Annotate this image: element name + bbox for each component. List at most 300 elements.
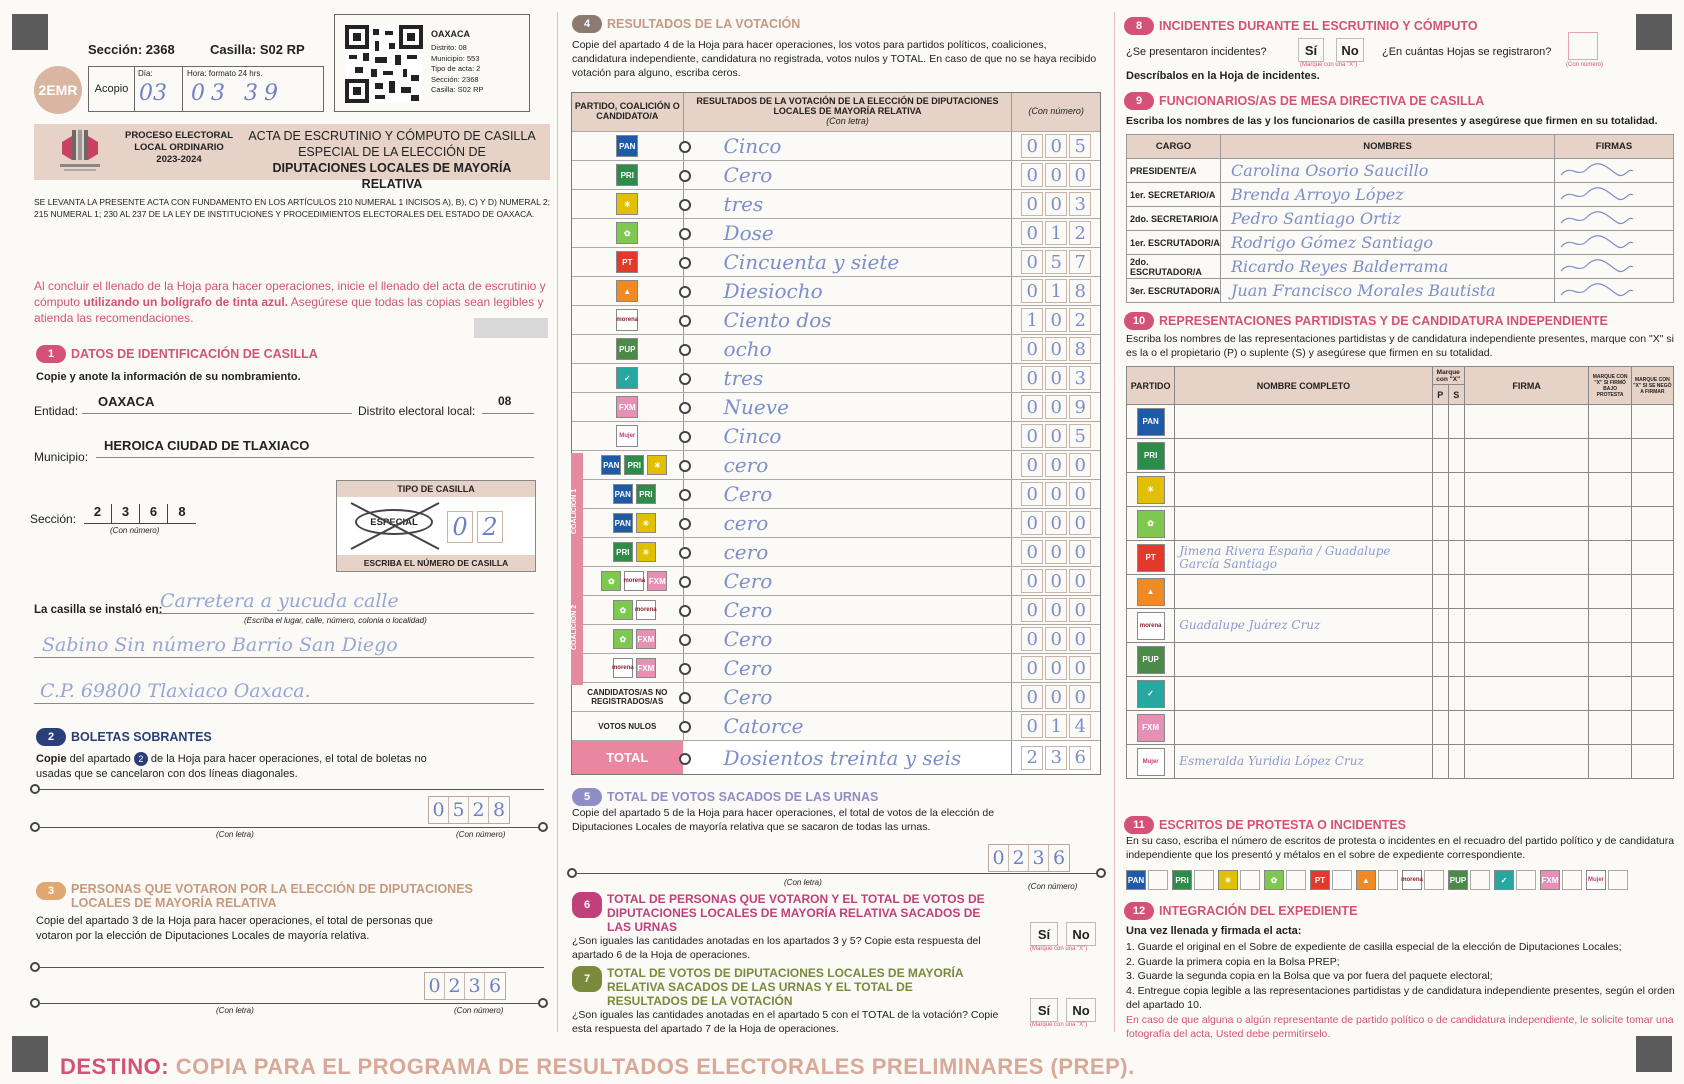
protest-count-field[interactable]	[1424, 870, 1444, 890]
vote-number-field[interactable]: 0 0 0	[1012, 538, 1100, 566]
firma-field[interactable]	[1464, 745, 1589, 779]
acta-title: ACTA DE ESCRUTINIO Y CÓMPUTO DE CASILLA ESPECIAL DE LA ELECCIÓN DE DIPUTACIONES LOCALES DE MAYORÍA RELATIVA	[248, 129, 536, 191]
vote-number-field[interactable]: 0 0 3	[1012, 364, 1100, 392]
protest-cell	[1540, 870, 1582, 890]
vote-row	[572, 189, 1100, 218]
representante-name-field[interactable]	[1175, 677, 1432, 711]
line-bullet	[1096, 868, 1106, 878]
vote-letra-field[interactable]: Cero	[684, 625, 1013, 653]
pan-logo-icon: PAN	[1137, 408, 1165, 436]
prd-logo-icon: ☀	[1218, 870, 1238, 890]
bajo-protesta-checkbox[interactable]	[1589, 711, 1631, 745]
vote-number-field[interactable]: 0 0 3	[1012, 190, 1100, 218]
section-9-instruction: Escriba los nombres de las y los funcionarios de casilla presentes y asegúrese que firmen en su totalidad.	[1126, 115, 1658, 127]
con-numero-hint: (Con número)	[1028, 882, 1078, 891]
morena-logo-icon: morena	[613, 658, 633, 678]
bajo-protesta-checkbox[interactable]	[1589, 507, 1631, 541]
propietario-checkbox[interactable]	[1432, 677, 1448, 711]
vote-row-party	[572, 567, 684, 595]
votaron-letra-field[interactable]	[40, 1003, 544, 1004]
intro-text: Al concluir el llenado de la Hoja para hacer operaciones, inicie el llenado del acta de escrutinio y cómputo utilizando un bolígrafo de tinta azul. Asegúrese que todas las copias sean legibles y atienda las recomendaciones.	[34, 279, 546, 325]
nego-firmar-checkbox[interactable]	[1631, 609, 1673, 643]
signature-icon	[1555, 257, 1635, 275]
protest-cell	[1402, 870, 1444, 890]
vote-number-field[interactable]: 0 0 0	[1012, 161, 1100, 189]
pt-logo-icon: PT	[1310, 870, 1330, 890]
boletas-number-field[interactable]: 0 5 2 8	[428, 796, 510, 824]
vote-letra-field[interactable]: Cero	[684, 683, 1013, 711]
mujer-logo-icon: Mujer	[1586, 870, 1606, 890]
morena-logo-icon: morena	[1137, 612, 1165, 640]
firma-field[interactable]	[1464, 609, 1589, 643]
fxm-logo-icon: FXM	[1540, 870, 1560, 890]
protest-count-field[interactable]	[1148, 870, 1168, 890]
representante-name-field[interactable]	[1175, 711, 1432, 745]
corner-marker	[12, 14, 48, 50]
title-banner	[34, 124, 550, 191]
vote-letra-field[interactable]: Cincuenta y siete	[684, 248, 1013, 276]
representante-row	[1127, 609, 1674, 643]
vote-number-field[interactable]: 0 0 8	[1012, 335, 1100, 363]
protest-cell	[1586, 870, 1628, 890]
bajo-protesta-checkbox[interactable]	[1589, 677, 1631, 711]
protest-cell	[1356, 870, 1398, 890]
vote-row-party	[572, 480, 684, 508]
representante-name-field[interactable]	[1175, 439, 1432, 473]
nego-firmar-checkbox[interactable]	[1631, 575, 1673, 609]
con-letra-hint: (Con letra)	[784, 878, 822, 887]
pri-logo-icon: PRI	[1137, 442, 1165, 470]
pri-logo-icon: PRI	[616, 164, 638, 186]
vote-number-field[interactable]: 0 0 9	[1012, 393, 1100, 421]
vote-row-party	[572, 306, 684, 334]
sec7-no-checkbox[interactable]: No	[1066, 998, 1096, 1022]
na-logo-icon: ✓	[1137, 680, 1165, 708]
funcionario-name-field[interactable]: Juan Francisco Morales Bautista	[1221, 279, 1555, 303]
signature-icon	[1555, 209, 1635, 227]
coalicion-1-band: COALICIÓN 1	[571, 453, 583, 569]
representante-row	[1127, 405, 1674, 439]
firma-field[interactable]	[1464, 439, 1589, 473]
bajo-protesta-checkbox[interactable]	[1589, 473, 1631, 507]
na-logo-icon: ✓	[616, 367, 638, 389]
vote-row	[572, 566, 1100, 595]
pvem-logo-icon: ✿	[616, 222, 638, 244]
representaciones-table: PARTIDO NOMBRE COMPLETO Marque con "X" FIRMA MARQUE CON "X" SI FIRMÓ BAJO PROTESTA MARQUE CON "X" SI SE NEGÓ A FIRMAR P S PAN PRI ☀ ✿ PT Jimena Rivera España / Guadalupe García Santiago ▲ morena Guadalupe Juárez Cruz PUP ✓ FXM Mujer Esmeralda Yuridia López Cruz	[1126, 366, 1674, 779]
suplente-checkbox[interactable]	[1448, 745, 1464, 779]
propietario-checkbox[interactable]	[1432, 745, 1448, 779]
hora-field[interactable]: Hora: formato 24 hrs. 03 39	[187, 69, 284, 106]
line-bullet	[30, 784, 40, 794]
vote-number-field[interactable]: 0 0 0	[1012, 451, 1100, 479]
grey-box	[474, 318, 548, 338]
tipo-casilla-box: TIPO DE CASILLA ESPECIAL 0 2 ESCRIBA EL NÚMERO DE CASILLA	[336, 480, 536, 572]
nego-firmar-checkbox[interactable]	[1631, 507, 1673, 541]
firma-field[interactable]	[1464, 677, 1589, 711]
suplente-checkbox[interactable]	[1448, 541, 1464, 575]
bajo-protesta-checkbox[interactable]	[1589, 745, 1631, 779]
mc-logo-icon: ▲	[616, 280, 638, 302]
suplente-checkbox[interactable]	[1448, 405, 1464, 439]
suplente-checkbox[interactable]	[1448, 439, 1464, 473]
section-11-instruction: En su caso, escriba el número de escritos de protesta o incidentes en el recuadro del partido político y de candidatura independiente que los presentó y métalos en el sobre de expediente correspondiente.	[1126, 835, 1675, 861]
firma-field[interactable]	[1555, 183, 1674, 207]
casilla-label: Casilla: S02 RP	[210, 42, 305, 57]
pvem-logo-icon: ✿	[1137, 510, 1165, 538]
funcionario-name-field[interactable]: Pedro Santiago Ortiz	[1221, 207, 1555, 231]
vote-row	[572, 508, 1100, 537]
instalo-line-3: C.P. 69800 Tlaxiaco Oaxaca.	[40, 680, 311, 702]
line-bullet	[538, 998, 548, 1008]
vote-row	[572, 276, 1100, 305]
seccion-label: Sección: 2368	[88, 42, 175, 57]
firma-field[interactable]	[1464, 405, 1589, 439]
con-letra-hint: (Con letra)	[216, 830, 254, 839]
firma-field[interactable]	[1464, 643, 1589, 677]
nego-firmar-checkbox[interactable]	[1631, 677, 1673, 711]
cross-mark-icon	[347, 499, 443, 553]
vote-row	[572, 624, 1100, 653]
morena-logo-icon: morena	[636, 600, 656, 620]
vote-number-field[interactable]: 0 0 0	[1012, 567, 1100, 595]
votes-table	[571, 92, 1101, 775]
sec7-si-checkbox[interactable]: Sí	[1030, 998, 1058, 1022]
propietario-checkbox[interactable]	[1432, 643, 1448, 677]
protest-count-field[interactable]	[1240, 870, 1260, 890]
marque-hint: (Marque con una "X")	[1300, 62, 1358, 68]
vote-row	[572, 160, 1100, 189]
section-7-instruction: ¿Son iguales las cantidades anotadas en el apartado 5 con el TOTAL de la votación? Copie esta respuesta del apartado 7 de la Hoja de operaciones.	[572, 1009, 999, 1035]
vote-number-field[interactable]: 0 0 5	[1012, 422, 1100, 450]
vote-row-party	[572, 538, 684, 566]
vote-letra-field[interactable]: tres	[684, 190, 1013, 218]
bajo-protesta-checkbox[interactable]	[1589, 405, 1631, 439]
bajo-protesta-checkbox[interactable]	[1589, 575, 1631, 609]
vote-row-party	[572, 132, 684, 160]
firma-field[interactable]	[1464, 711, 1589, 745]
protest-count-field[interactable]	[1562, 870, 1582, 890]
seccion-field[interactable]: 2 3 6 8	[84, 504, 196, 524]
nego-firmar-checkbox[interactable]	[1631, 541, 1673, 575]
representante-name-field[interactable]	[1175, 575, 1432, 609]
vote-row-party	[572, 335, 684, 363]
incidentes-question: ¿Se presentaron incidentes?	[1126, 46, 1267, 58]
firma-field[interactable]	[1555, 231, 1674, 255]
section-12-intro: Una vez llenada y firmada el acta:	[1126, 925, 1302, 937]
suplente-checkbox[interactable]	[1448, 575, 1464, 609]
section-10-header: 10 REPRESENTACIONES PARTIDISTAS Y DE CANDIDATURA INDEPENDIENTE	[1124, 312, 1608, 330]
protest-count-field[interactable]	[1286, 870, 1306, 890]
propietario-checkbox[interactable]	[1432, 507, 1448, 541]
protest-cell	[1218, 870, 1260, 890]
destino-footer: DESTINO: COPIA PARA EL PROGRAMA DE RESULTADOS ELECTORALES PRELIMINARES (PREP).	[60, 1054, 1135, 1079]
seccion-hint: (Con número)	[110, 526, 160, 535]
firma-field[interactable]	[1464, 473, 1589, 507]
instalo-label: La casilla se instaló en:	[34, 604, 163, 616]
con-numero-hint: (Con número)	[456, 830, 506, 839]
section-5-header: 5 TOTAL DE VOTOS SACADOS DE LAS URNAS	[572, 788, 878, 806]
representante-name-field[interactable]: Jimena Rivera España / Guadalupe García Santiago	[1175, 541, 1432, 575]
especial-option[interactable]: ESPECIAL	[355, 509, 433, 535]
vote-letra-field[interactable]: Diesiocho	[684, 277, 1013, 305]
nego-firmar-checkbox[interactable]	[1631, 745, 1673, 779]
firma-field[interactable]	[1555, 279, 1674, 303]
section-2-header: 2 BOLETAS SOBRANTES	[36, 728, 212, 746]
signature-icon	[1555, 161, 1635, 179]
representante-row	[1127, 575, 1674, 609]
vote-row	[572, 653, 1100, 682]
vote-row-party	[572, 190, 684, 218]
vote-row-party	[572, 219, 684, 247]
nego-firmar-checkbox[interactable]	[1631, 643, 1673, 677]
morena-logo-icon: morena	[1402, 870, 1422, 890]
section-10-instruction: Escriba los nombres de las representaciones partidistas y de candidatura independiente presentes, marque con "X" si es la o el propietario (P) o suplente (S) y asegúrese que firmen en su totalidad.	[1126, 333, 1674, 359]
marque-hint: (Marque con una "X")	[1030, 946, 1088, 952]
instalo-line-1: Carretera a yucuda calle	[160, 590, 399, 612]
vote-row-party	[572, 161, 684, 189]
propietario-checkbox[interactable]	[1432, 473, 1448, 507]
propietario-checkbox[interactable]	[1432, 439, 1448, 473]
line-bullet	[538, 822, 548, 832]
representante-row	[1127, 541, 1674, 575]
vote-number-field[interactable]: 0 0 0	[1012, 683, 1100, 711]
representante-row	[1127, 677, 1674, 711]
bajo-protesta-checkbox[interactable]	[1589, 609, 1631, 643]
prd-logo-icon: ☀	[636, 513, 656, 533]
vote-row-party	[572, 596, 684, 624]
pri-logo-icon: PRI	[1172, 870, 1192, 890]
funcionario-row: 1er. SECRETARIO/A Brenda Arroyo López	[1127, 183, 1674, 207]
vote-letra-field[interactable]: Ciento dos	[684, 306, 1013, 334]
vote-number-field[interactable]: 0 5 7	[1012, 248, 1100, 276]
prd-logo-icon: ☀	[647, 455, 667, 475]
mc-logo-icon: ▲	[1137, 578, 1165, 606]
vote-row-party	[572, 654, 684, 682]
vote-row-party	[572, 451, 684, 479]
coalicion-2-band: COALICIÓN 2	[571, 569, 583, 685]
protest-count-field[interactable]	[1332, 870, 1352, 890]
funcionario-name-field[interactable]: Carolina Osorio Saucillo	[1221, 159, 1555, 183]
vote-number-field[interactable]: 0 1 8	[1012, 277, 1100, 305]
funcionario-row: 2do. ESCRUTADOR/A Ricardo Reyes Balderrama	[1127, 255, 1674, 279]
firma-field[interactable]	[1464, 575, 1589, 609]
sec6-no-checkbox[interactable]: No	[1066, 922, 1096, 946]
pan-logo-icon: PAN	[613, 484, 633, 504]
mujer-logo-icon: Mujer	[616, 425, 638, 447]
morena-logo-icon: morena	[616, 309, 638, 331]
protest-count-field[interactable]	[1470, 870, 1490, 890]
propietario-checkbox[interactable]	[1432, 711, 1448, 745]
protest-count-field[interactable]	[1516, 870, 1536, 890]
firma-field[interactable]	[1555, 159, 1674, 183]
protest-count-field[interactable]	[1608, 870, 1628, 890]
representante-row	[1127, 439, 1674, 473]
vote-row-party	[572, 248, 684, 276]
suplente-checkbox[interactable]	[1448, 609, 1464, 643]
nego-firmar-checkbox[interactable]	[1631, 439, 1673, 473]
section-2-instruction: Copie del apartado 2 de la Hoja para hacer operaciones, el total de boletas no usadas que se cancelaron con dos líneas diagonales.	[36, 753, 427, 780]
representante-name-field[interactable]: Esmeralda Yuridia López Cruz	[1175, 745, 1432, 779]
hora-value: 03 39	[191, 81, 284, 106]
acopio-label: Acopio	[89, 67, 135, 111]
incidentes-no-checkbox[interactable]: No	[1336, 38, 1364, 62]
sacados-letra-field[interactable]	[577, 873, 1101, 874]
describa-text: Descríbalos en la Hoja de incidentes.	[1126, 70, 1320, 82]
funcionario-name-field[interactable]: Rodrigo Gómez Santiago	[1221, 231, 1555, 255]
vote-letra-field[interactable]: Cero	[684, 161, 1013, 189]
representante-name-field[interactable]: Guadalupe Juárez Cruz	[1175, 609, 1432, 643]
vote-letra-field[interactable]: cero	[684, 538, 1013, 566]
propietario-checkbox[interactable]	[1432, 609, 1448, 643]
sec6-si-checkbox[interactable]: Sí	[1030, 922, 1058, 946]
nego-firmar-checkbox[interactable]	[1631, 405, 1673, 439]
propietario-checkbox[interactable]	[1432, 405, 1448, 439]
vote-letra-field[interactable]: Cero	[684, 480, 1013, 508]
section-5-instruction: Copie del apartado 5 de la Hoja para hacer operaciones, el total de votos de la elección de Diputaciones Locales de mayoría relativa que se sacaron de todas las urnas.	[572, 807, 995, 833]
line-bullet	[567, 868, 577, 878]
representante-name-field[interactable]	[1175, 405, 1432, 439]
suplente-checkbox[interactable]	[1448, 643, 1464, 677]
vote-letra-field[interactable]: Cero	[684, 654, 1013, 682]
entidad-label: Entidad:	[34, 404, 79, 418]
hojas-question: ¿En cuántas Hojas se registraron?	[1382, 46, 1552, 58]
protest-cell	[1448, 870, 1490, 890]
vote-letra-field[interactable]: tres	[684, 364, 1013, 392]
con-numero-hint: (Con número)	[454, 1006, 504, 1015]
vote-number-field[interactable]: 0 0 0	[1012, 509, 1100, 537]
votaron-number-field[interactable]: 0 2 3 6	[424, 972, 506, 1000]
prd-logo-icon: ☀	[616, 193, 638, 215]
line-bullet	[30, 822, 40, 832]
incidentes-si-checkbox[interactable]: Sí	[1298, 38, 1324, 62]
funcionarios-table: CARGO NOMBRES FIRMAS PRESIDENTE/A Carolina Osorio Saucillo 1er. SECRETARIO/A Brenda Arroyo López 2do. SECRETARIO/A Pedro Santiago Ortiz 1er. ESCRUTADOR/A Rodrigo Gómez Santiago 2do. ESCRUTADOR/A Ricardo Reyes Balderrama 3er. ESCRUTADOR/A Juan Francisco Morales Bautista	[1126, 134, 1674, 303]
nego-firmar-checkbox[interactable]	[1631, 711, 1673, 745]
fxm-logo-icon: FXM	[647, 571, 667, 591]
suplente-checkbox[interactable]	[1448, 507, 1464, 541]
vote-row	[572, 479, 1100, 508]
total-number-field[interactable]: 2 3 6	[1012, 741, 1100, 774]
representante-row	[1127, 711, 1674, 745]
pt-logo-icon: PT	[616, 251, 638, 273]
hojas-field[interactable]	[1568, 32, 1598, 60]
sacados-number-field[interactable]: 0 2 3 6	[988, 844, 1070, 872]
section-1-instruction: Copie y anote la información de su nombramiento.	[36, 371, 301, 383]
section-9-header: 9 FUNCIONARIOS/AS DE MESA DIRECTIVA DE CASILLA	[1124, 92, 1484, 110]
total-letra-field[interactable]: Dosientos treinta y seis	[684, 741, 1013, 774]
boletas-letra-field[interactable]	[40, 827, 544, 828]
pri-logo-icon: PRI	[636, 484, 656, 504]
vote-letra-field[interactable]: Cinco	[684, 132, 1013, 160]
vote-letra-field[interactable]: Cinco	[684, 422, 1013, 450]
vote-row-party: CANDIDATOS/AS NO REGISTRADOS/AS	[572, 683, 684, 711]
funcionario-name-field[interactable]: Brenda Arroyo López	[1221, 183, 1555, 207]
section-3-header: 3 PERSONAS QUE VOTARON POR LA ELECCIÓN DE DIPUTACIONES LOCALES DE MAYORÍA RELATIVA	[36, 882, 476, 910]
pan-logo-icon: PAN	[601, 455, 621, 475]
vote-number-field[interactable]: 0 0 0	[1012, 654, 1100, 682]
nego-firmar-checkbox[interactable]	[1631, 473, 1673, 507]
dia-value: 03	[139, 81, 167, 106]
pt-logo-icon: PT	[1137, 544, 1165, 572]
protest-cell	[1172, 870, 1214, 890]
protest-count-field[interactable]	[1194, 870, 1214, 890]
representante-name-field[interactable]	[1175, 507, 1432, 541]
pup-logo-icon: PUP	[1448, 870, 1468, 890]
pri-logo-icon: PRI	[613, 542, 633, 562]
representante-name-field[interactable]	[1175, 643, 1432, 677]
suplente-checkbox[interactable]	[1448, 711, 1464, 745]
protest-row	[1126, 870, 1628, 890]
vote-letra-field[interactable]: Cero	[684, 596, 1013, 624]
vote-letra-field[interactable]: ocho	[684, 335, 1013, 363]
vote-letra-field[interactable]: cero	[684, 509, 1013, 537]
firma-field[interactable]	[1555, 207, 1674, 231]
vote-letra-field[interactable]: Dose	[684, 219, 1013, 247]
firma-field[interactable]	[1464, 507, 1589, 541]
vote-letra-field[interactable]: Nueve	[684, 393, 1013, 421]
con-letra-hint: (Con letra)	[216, 1006, 254, 1015]
vote-row	[572, 682, 1100, 711]
suplente-checkbox[interactable]	[1448, 677, 1464, 711]
firma-field[interactable]	[1464, 541, 1589, 575]
suplente-checkbox[interactable]	[1448, 473, 1464, 507]
firma-field[interactable]	[1555, 255, 1674, 279]
vote-row-party	[572, 509, 684, 537]
vote-number-field[interactable]: 0 0 0	[1012, 480, 1100, 508]
bajo-protesta-checkbox[interactable]	[1589, 439, 1631, 473]
morena-logo-icon: morena	[624, 571, 644, 591]
funcionario-row: 3er. ESCRUTADOR/A Juan Francisco Morales Bautista	[1127, 279, 1674, 303]
vote-row	[572, 131, 1100, 160]
rule	[40, 967, 544, 968]
funcionario-name-field[interactable]: Ricardo Reyes Balderrama	[1221, 255, 1555, 279]
distrito-label: Distrito electoral local:	[358, 404, 476, 418]
vote-number-field[interactable]: 1 0 2	[1012, 306, 1100, 334]
vote-letra-field[interactable]: cero	[684, 451, 1013, 479]
municipio-label: Municipio:	[34, 450, 89, 464]
vote-row	[572, 247, 1100, 276]
representante-name-field[interactable]	[1175, 473, 1432, 507]
instalo-line-2: Sabino Sin número Barrio San Diego	[42, 634, 398, 656]
vote-number-field[interactable]: 0 1 4	[1012, 712, 1100, 740]
vote-row-party	[572, 422, 684, 450]
fxm-logo-icon: FXM	[1137, 714, 1165, 742]
vote-row	[572, 421, 1100, 450]
vote-letra-field[interactable]: Catorce	[684, 712, 1013, 740]
section-1-header: 1 DATOS DE IDENTIFICACIÓN DE CASILLA	[36, 345, 318, 363]
dia-field[interactable]: Día: 03	[135, 67, 183, 111]
propietario-checkbox[interactable]	[1432, 575, 1448, 609]
bajo-protesta-checkbox[interactable]	[1589, 643, 1631, 677]
qr-code-icon	[345, 25, 423, 103]
bajo-protesta-checkbox[interactable]	[1589, 541, 1631, 575]
section-3-instruction: Copie del apartado 3 de la Hoja para hacer operaciones, el total de personas que votaron por la elección de Diputaciones Locales de mayoría relativa.	[36, 915, 433, 942]
section-12-list: 1. Guarde el original en el Sobre de expediente de casilla especial de la elección de Diputaciones Locales; 2. Guarde la primera copia en la Bolsa PREP; 3. Guarde la segunda copia en la Bolsa que va por fuera del paquete electoral; 4. Entregue copia legible a las representaciones partidistas y de candidatura independiente presentes, según el orden del apartado 10. En caso de que alguna o algún representante de partido político o de candidatura independiente, le solicite tomar una fotografía del acta, Usted debe permitírselo.	[1126, 941, 1675, 1040]
seccion-field-label: Sección:	[30, 512, 77, 526]
protest-cell	[1264, 870, 1306, 890]
vote-number-field[interactable]: 0 1 2	[1012, 219, 1100, 247]
section-4-instruction: Copie del apartado 4 de la Hoja para hacer operaciones, los votos para partidos políticos, coaliciones, candidatura independiente, candidatura no registrada, votos nulos y TOTAL. En caso de que no se haya recibido votación para alguno, escriba ceros.	[572, 39, 1097, 79]
vote-letra-field[interactable]: Cero	[684, 567, 1013, 595]
vote-number-field[interactable]: 0 0 0	[1012, 625, 1100, 653]
protest-count-field[interactable]	[1378, 870, 1398, 890]
propietario-checkbox[interactable]	[1432, 541, 1448, 575]
vote-number-field[interactable]: 0 0 0	[1012, 596, 1100, 624]
casilla-number-field[interactable]: 0 2	[447, 511, 503, 543]
fxm-logo-icon: FXM	[616, 396, 638, 418]
vote-row-party	[572, 364, 684, 392]
vote-number-field[interactable]: 0 0 5	[1012, 132, 1100, 160]
pan-logo-icon: PAN	[613, 513, 633, 533]
